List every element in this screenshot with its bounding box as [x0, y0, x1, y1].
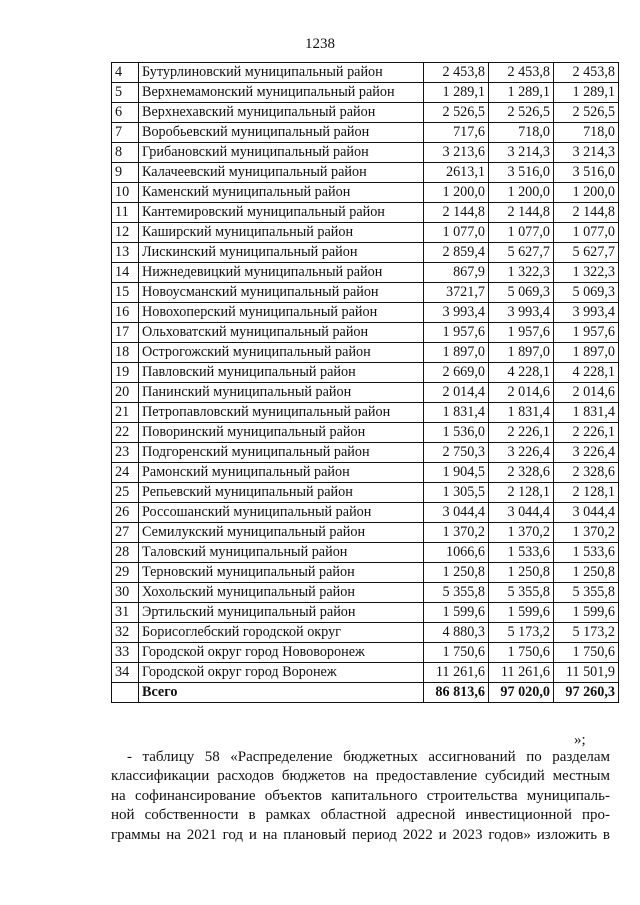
- value-2021: 11 261,6: [424, 663, 489, 683]
- value-2022: 1 077,0: [489, 223, 554, 243]
- total-row: [112, 683, 619, 703]
- value-2023: 2 128,1: [554, 483, 619, 503]
- value-2021: 3 044,4: [424, 503, 489, 523]
- table-row: [112, 163, 619, 183]
- table-row: [112, 143, 619, 163]
- row-number: 26: [112, 503, 139, 523]
- row-number: 16: [112, 303, 139, 323]
- value-2021: 1 904,5: [424, 463, 489, 483]
- value-2022: 2 328,6: [489, 463, 554, 483]
- value-2023: 3 214,3: [554, 143, 619, 163]
- row-number: 32: [112, 623, 139, 643]
- value-2022: 3 044,4: [489, 503, 554, 523]
- table-row: [112, 103, 619, 123]
- row-number: 9: [112, 163, 139, 183]
- table-row: [112, 303, 619, 323]
- row-number: 24: [112, 463, 139, 483]
- table-row: [112, 423, 619, 443]
- value-2023: 2 328,6: [554, 463, 619, 483]
- value-2022: 3 516,0: [489, 163, 554, 183]
- value-2022: 1 289,1: [489, 83, 554, 103]
- value-2021: 2 144,8: [424, 203, 489, 223]
- value-2022: 2 226,1: [489, 423, 554, 443]
- district-name: Городской округ город Воронеж: [139, 663, 424, 683]
- row-number: 30: [112, 583, 139, 603]
- district-name: Калачеевский муниципальный район: [139, 163, 424, 183]
- district-name: Грибановский муниципальный район: [139, 143, 424, 163]
- value-2023: 2 526,5: [554, 103, 619, 123]
- value-2022: 2 453,8: [489, 63, 554, 83]
- value-2023: 1 533,6: [554, 543, 619, 563]
- district-name: Петропавловский муниципальный район: [139, 403, 424, 423]
- row-number: 18: [112, 343, 139, 363]
- value-2022: 1 250,8: [489, 563, 554, 583]
- district-name: Подгоренский муниципальный район: [139, 443, 424, 463]
- row-number: 28: [112, 543, 139, 563]
- value-2023: 2 144,8: [554, 203, 619, 223]
- table-row: [112, 283, 619, 303]
- district-name: Верхнемамонский муниципальный район: [139, 83, 424, 103]
- value-2022: 11 261,6: [489, 663, 554, 683]
- value-2023: 1 322,3: [554, 263, 619, 283]
- allocation-table-body: [112, 63, 619, 703]
- value-2021: 2 526,5: [424, 103, 489, 123]
- table-row: [112, 663, 619, 683]
- table-row: [112, 503, 619, 523]
- value-2023: 1 750,6: [554, 643, 619, 663]
- table-row: [112, 643, 619, 663]
- row-number: 15: [112, 283, 139, 303]
- district-name: Рамонский муниципальный район: [139, 463, 424, 483]
- district-name: Каширский муниципальный район: [139, 223, 424, 243]
- table-row: [112, 223, 619, 243]
- row-number: 20: [112, 383, 139, 403]
- row-number: 6: [112, 103, 139, 123]
- table-row: [112, 483, 619, 503]
- table-row: [112, 383, 619, 403]
- value-2021: 1 897,0: [424, 343, 489, 363]
- value-2021: 717,6: [424, 123, 489, 143]
- table-row: [112, 563, 619, 583]
- value-2022: 3 226,4: [489, 443, 554, 463]
- row-number: 14: [112, 263, 139, 283]
- value-2021: 4 880,3: [424, 623, 489, 643]
- value-2022: 1 831,4: [489, 403, 554, 423]
- value-2021: 1 957,6: [424, 323, 489, 343]
- value-2021: 1 831,4: [424, 403, 489, 423]
- row-number: 17: [112, 323, 139, 343]
- district-name: Воробьевский муниципальный район: [139, 123, 424, 143]
- table-row: [112, 63, 619, 83]
- closing-quote-mark: »;: [574, 732, 586, 748]
- total-number-cell: [112, 683, 139, 703]
- value-2022: 5 355,8: [489, 583, 554, 603]
- district-name: Поворинский муниципальный район: [139, 423, 424, 443]
- table-row: [112, 603, 619, 623]
- table-row: [112, 523, 619, 543]
- table-row: [112, 83, 619, 103]
- paragraph: [111, 748, 610, 845]
- total-2022: 97 020,0: [489, 683, 554, 703]
- row-number: 5: [112, 83, 139, 103]
- row-number: 8: [112, 143, 139, 163]
- value-2023: 1 897,0: [554, 343, 619, 363]
- value-2021: 1066,6: [424, 543, 489, 563]
- district-name: Панинский муниципальный район: [139, 383, 424, 403]
- value-2023: 1 250,8: [554, 563, 619, 583]
- table-row: [112, 463, 619, 483]
- table-row: [112, 323, 619, 343]
- district-name: Кантемировский муниципальный район: [139, 203, 424, 223]
- value-2023: 1 831,4: [554, 403, 619, 423]
- value-2022: 1 370,2: [489, 523, 554, 543]
- value-2022: 5 069,3: [489, 283, 554, 303]
- table-row: [112, 623, 619, 643]
- row-number: 25: [112, 483, 139, 503]
- value-2023: 3 226,4: [554, 443, 619, 463]
- value-2022: 5 173,2: [489, 623, 554, 643]
- value-2021: 1 750,6: [424, 643, 489, 663]
- value-2022: 1 322,3: [489, 263, 554, 283]
- value-2021: 5 355,8: [424, 583, 489, 603]
- value-2023: 1 957,6: [554, 323, 619, 343]
- value-2022: 1 897,0: [489, 343, 554, 363]
- value-2022: 1 750,6: [489, 643, 554, 663]
- value-2023: 1 370,2: [554, 523, 619, 543]
- value-2021: 867,9: [424, 263, 489, 283]
- row-number: 11: [112, 203, 139, 223]
- value-2023: 1 200,0: [554, 183, 619, 203]
- value-2023: 5 173,2: [554, 623, 619, 643]
- value-2021: 2 669,0: [424, 363, 489, 383]
- row-number: 4: [112, 63, 139, 83]
- district-name: Семилукский муниципальный район: [139, 523, 424, 543]
- value-2021: 1 077,0: [424, 223, 489, 243]
- district-name: Каменский муниципальный район: [139, 183, 424, 203]
- value-2021: 1 289,1: [424, 83, 489, 103]
- district-name: Острогожский муниципальный район: [139, 343, 424, 363]
- table-row: [112, 583, 619, 603]
- value-2022: 2 128,1: [489, 483, 554, 503]
- value-2022: 3 993,4: [489, 303, 554, 323]
- row-number: 13: [112, 243, 139, 263]
- district-name: Нижнедевицкий муниципальный район: [139, 263, 424, 283]
- value-2021: 1 200,0: [424, 183, 489, 203]
- value-2023: 5 355,8: [554, 583, 619, 603]
- district-name: Бутурлиновский муниципальный район: [139, 63, 424, 83]
- row-number: 23: [112, 443, 139, 463]
- value-2022: 1 599,6: [489, 603, 554, 623]
- row-number: 10: [112, 183, 139, 203]
- table-row: [112, 123, 619, 143]
- table-row: [112, 443, 619, 463]
- district-name: Борисоглебский городской округ: [139, 623, 424, 643]
- value-2022: 2 526,5: [489, 103, 554, 123]
- value-2023: 718,0: [554, 123, 619, 143]
- value-2022: 3 214,3: [489, 143, 554, 163]
- value-2022: 1 957,6: [489, 323, 554, 343]
- paragraph-line: на софинансирование объектов капитального строительства муниципаль-: [111, 787, 610, 804]
- table-row: [112, 543, 619, 563]
- value-2021: 1 536,0: [424, 423, 489, 443]
- table-row: [112, 363, 619, 383]
- row-number: 27: [112, 523, 139, 543]
- value-2023: 5 069,3: [554, 283, 619, 303]
- district-name: Верхнехавский муниципальный район: [139, 103, 424, 123]
- allocation-table: [111, 62, 619, 703]
- table-row: [112, 243, 619, 263]
- page-number: 1238: [305, 36, 335, 52]
- row-number: 29: [112, 563, 139, 583]
- value-2022: 5 627,7: [489, 243, 554, 263]
- value-2023: 3 516,0: [554, 163, 619, 183]
- value-2022: 2 144,8: [489, 203, 554, 223]
- row-number: 7: [112, 123, 139, 143]
- value-2021: 1 250,8: [424, 563, 489, 583]
- value-2021: 1 370,2: [424, 523, 489, 543]
- district-name: Павловский муниципальный район: [139, 363, 424, 383]
- value-2023: 1 599,6: [554, 603, 619, 623]
- value-2023: 2 014,6: [554, 383, 619, 403]
- district-name: Новохоперский муниципальный район: [139, 303, 424, 323]
- value-2021: 2613,1: [424, 163, 489, 183]
- district-name: Терновский муниципальный район: [139, 563, 424, 583]
- value-2021: 2 014,4: [424, 383, 489, 403]
- paragraph-line: - таблицу 58 «Распределение бюджетных ассигнований по разделам: [127, 749, 610, 765]
- value-2021: 2 859,4: [424, 243, 489, 263]
- row-number: 19: [112, 363, 139, 383]
- value-2021: 3 213,6: [424, 143, 489, 163]
- value-2023: 3 993,4: [554, 303, 619, 323]
- table-row: [112, 403, 619, 423]
- table-row: [112, 343, 619, 363]
- total-2021: 86 813,6: [424, 683, 489, 703]
- total-2023: 97 260,3: [554, 683, 619, 703]
- value-2022: 4 228,1: [489, 363, 554, 383]
- district-name: Таловский муниципальный район: [139, 543, 424, 563]
- row-number: 21: [112, 403, 139, 423]
- value-2023: 1 077,0: [554, 223, 619, 243]
- value-2022: 2 014,6: [489, 383, 554, 403]
- value-2022: 1 200,0: [489, 183, 554, 203]
- table-row: [112, 183, 619, 203]
- table-row: [112, 203, 619, 223]
- value-2023: 2 453,8: [554, 63, 619, 83]
- row-number: 33: [112, 643, 139, 663]
- value-2022: 718,0: [489, 123, 554, 143]
- paragraph-line: ной собственности в рамках областной адресной инвестиционной про-: [111, 807, 610, 824]
- value-2021: 1 305,5: [424, 483, 489, 503]
- value-2021: 1 599,6: [424, 603, 489, 623]
- total-label: Всего: [139, 683, 424, 703]
- value-2023: 11 501,9: [554, 663, 619, 683]
- value-2023: 3 044,4: [554, 503, 619, 523]
- district-name: Городской округ город Нововоронеж: [139, 643, 424, 663]
- paragraph-line: классификации расходов бюджетов на предоставление субсидий местным: [111, 768, 610, 785]
- row-number: 31: [112, 603, 139, 623]
- value-2021: 2 750,3: [424, 443, 489, 463]
- district-name: Хохольский муниципальный район: [139, 583, 424, 603]
- district-name: Эртильский муниципальный район: [139, 603, 424, 623]
- district-name: Ольховатский муниципальный район: [139, 323, 424, 343]
- row-number: 12: [112, 223, 139, 243]
- value-2021: 3721,7: [424, 283, 489, 303]
- district-name: Лискинский муниципальный район: [139, 243, 424, 263]
- value-2023: 5 627,7: [554, 243, 619, 263]
- value-2022: 1 533,6: [489, 543, 554, 563]
- value-2021: 3 993,4: [424, 303, 489, 323]
- value-2023: 4 228,1: [554, 363, 619, 383]
- table-row: [112, 263, 619, 283]
- value-2023: 1 289,1: [554, 83, 619, 103]
- district-name: Россошанский муниципальный район: [139, 503, 424, 523]
- row-number: 34: [112, 663, 139, 683]
- value-2023: 2 226,1: [554, 423, 619, 443]
- value-2021: 2 453,8: [424, 63, 489, 83]
- paragraph-line: граммы на 2021 год и на плановый период 2022 и 2023 годов» изложить в: [111, 826, 610, 843]
- row-number: 22: [112, 423, 139, 443]
- district-name: Репьевский муниципальный район: [139, 483, 424, 503]
- district-name: Новоусманский муниципальный район: [139, 283, 424, 303]
